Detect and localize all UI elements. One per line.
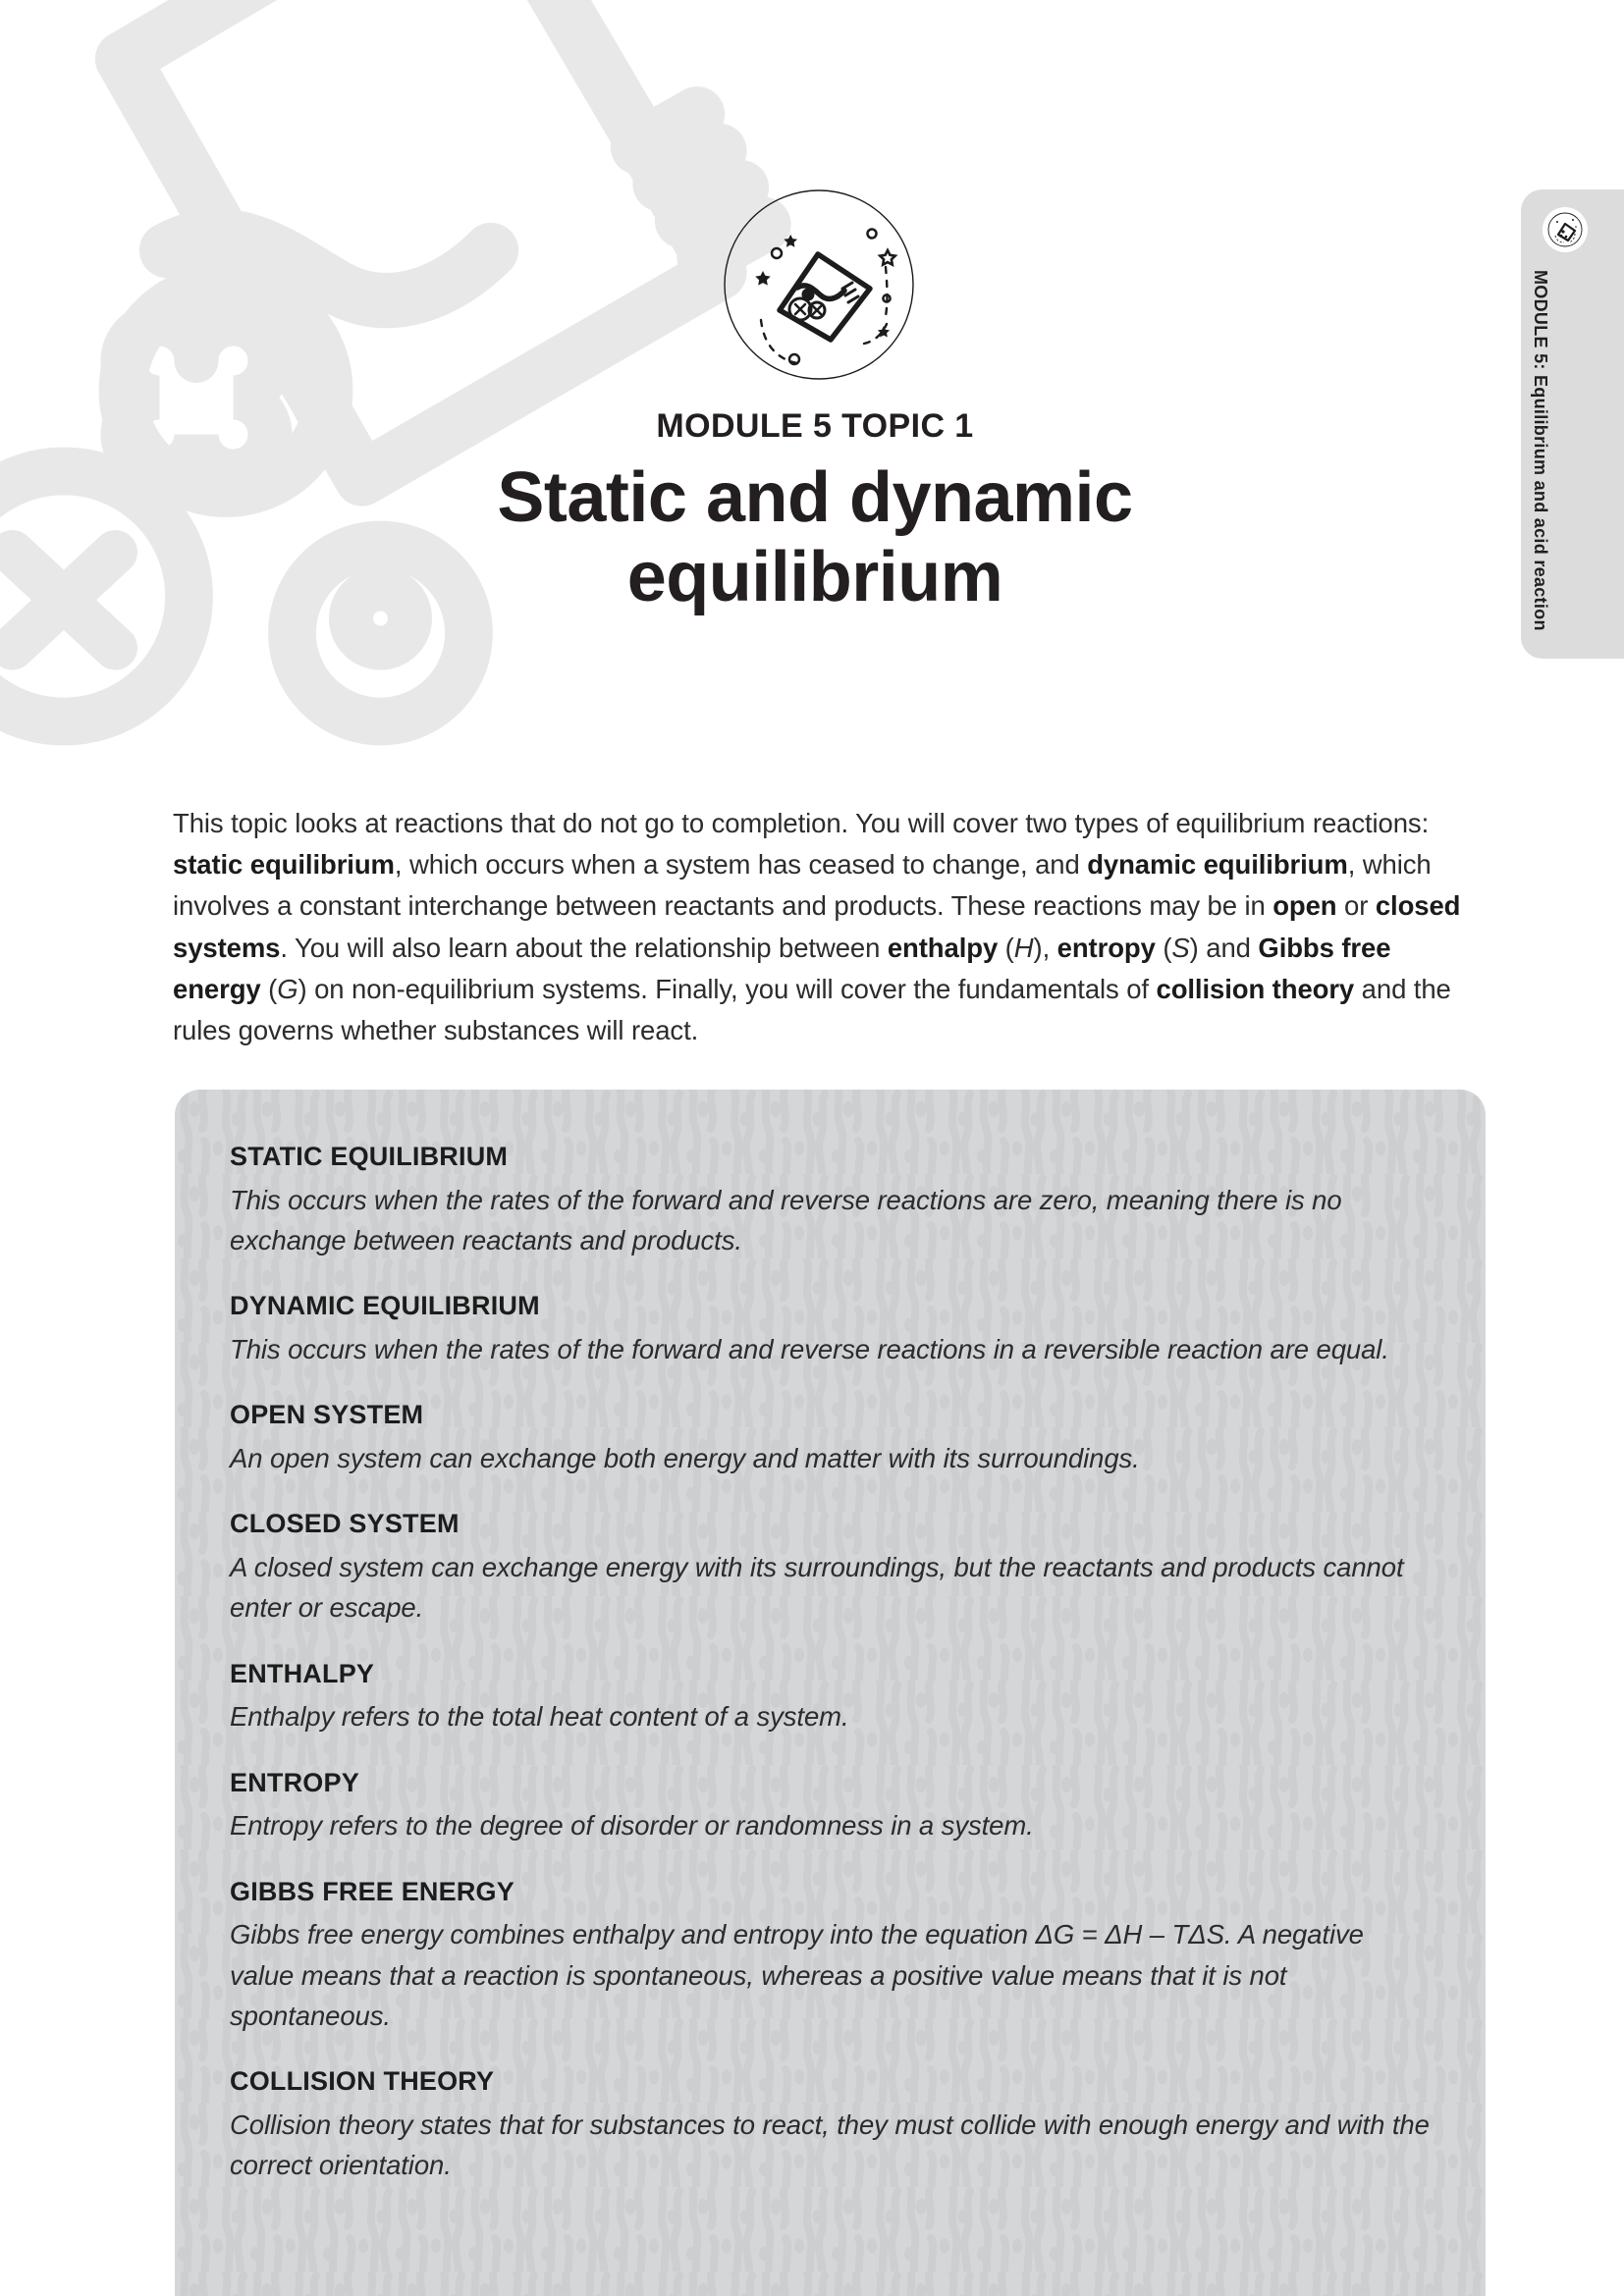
- key-term-definition: Enthalpy refers to the total heat content of a system.: [230, 1701, 849, 1733]
- intro-segment: entropy: [1056, 932, 1156, 963]
- intro-segment: enthalpy: [887, 932, 999, 963]
- key-term-title: ENTROPY: [230, 1767, 359, 1797]
- key-term-definition: A closed system can exchange energy with its surroundings, but the reactants and products cannot enter or escape.: [230, 1552, 1404, 1624]
- intro-segment: This topic looks at reactions that do not go to completion. You will cover two types of equilibrium reactions:: [173, 807, 1430, 838]
- side-tab-label: MODULE 5: Equilibrium and acid reaction: [1531, 270, 1550, 631]
- key-term-definition: Gibbs free energy combines enthalpy and entropy into the equation ΔG = ΔH – TΔS. A negative value means that a reaction is spontaneous, whereas a positive value means that it is not spontaneous.: [230, 1919, 1364, 2031]
- intro-segment: (: [998, 932, 1014, 963]
- key-term-definition: This occurs when the rates of the forward and reverse reactions in a reversible reaction are equal.: [230, 1334, 1389, 1364]
- intro-segment: , which occurs when a system has ceased to change, and: [394, 848, 1088, 880]
- page-title-line-2: equilibrium: [626, 538, 1003, 617]
- page-title: [167, 458, 1463, 616]
- intro-segment: ) and: [1189, 932, 1259, 963]
- page-title-line-1: Static and dynamic: [497, 458, 1133, 538]
- intro-segment: H: [1013, 932, 1034, 963]
- intro-segment: , which involves a constant interchange between reactants and products. These reactions may be in: [173, 848, 1432, 922]
- header-flask-icon: [721, 187, 917, 383]
- intro-segment: and the rules governs whether substances will react.: [173, 973, 1451, 1046]
- module-topic-eyebrow: MODULE 5 TOPIC 1: [656, 407, 974, 445]
- key-term-definition: This occurs when the rates of the forward and reverse reactions are zero, meaning there is no exchange between reactants and products.: [230, 1184, 1342, 1255]
- key-term-definition: Collision theory states that for substances to react, they must collide with enough energy and with the correct orientation.: [230, 2109, 1430, 2180]
- intro-segment: static equilibrium: [173, 848, 395, 880]
- intro-segment: dynamic equilibrium: [1087, 848, 1348, 880]
- key-term-title: DYNAMIC EQUILIBRIUM: [230, 1291, 540, 1321]
- key-terms-list: [175, 1090, 1486, 2224]
- key-term-title: CLOSED SYSTEM: [230, 1509, 460, 1539]
- intro-segment: G: [277, 973, 298, 1004]
- intro-segment: or: [1336, 890, 1376, 922]
- intro-paragraph: [173, 803, 1477, 1052]
- side-tab-flask-icon: [1543, 207, 1588, 252]
- module-side-tab[interactable]: [1521, 189, 1624, 659]
- key-term-title: STATIC EQUILIBRIUM: [230, 1142, 509, 1171]
- intro-segment: Gibbs free energy: [173, 932, 1391, 1004]
- key-terms-box: [175, 1090, 1486, 2296]
- key-term-definition: Entropy refers to the degree of disorder or randomness in a system.: [230, 1810, 1034, 1842]
- intro-segment: (: [1155, 932, 1172, 963]
- intro-segment: collision theory: [1156, 973, 1355, 1004]
- intro-segment: closed systems: [173, 890, 1461, 963]
- intro-segment: . You will also learn about the relationship between: [280, 932, 888, 963]
- key-term-title: ENTHALPY: [230, 1658, 375, 1688]
- intro-segment: ),: [1033, 932, 1057, 963]
- key-term-title: COLLISION THEORY: [230, 2066, 495, 2096]
- key-term-title: OPEN SYSTEM: [230, 1400, 424, 1430]
- key-term-title: GIBBS FREE ENERGY: [230, 1876, 514, 1906]
- key-term-definition: An open system can exchange both energy and matter with its surroundings.: [230, 1443, 1140, 1473]
- intro-segment: (: [260, 973, 278, 1004]
- intro-segment: open: [1272, 890, 1337, 922]
- intro-segment: S: [1171, 932, 1190, 963]
- title-block: [167, 408, 1463, 617]
- intro-segment: ) on non-equilibrium systems. Finally, you will cover the fundamentals of: [298, 973, 1157, 1004]
